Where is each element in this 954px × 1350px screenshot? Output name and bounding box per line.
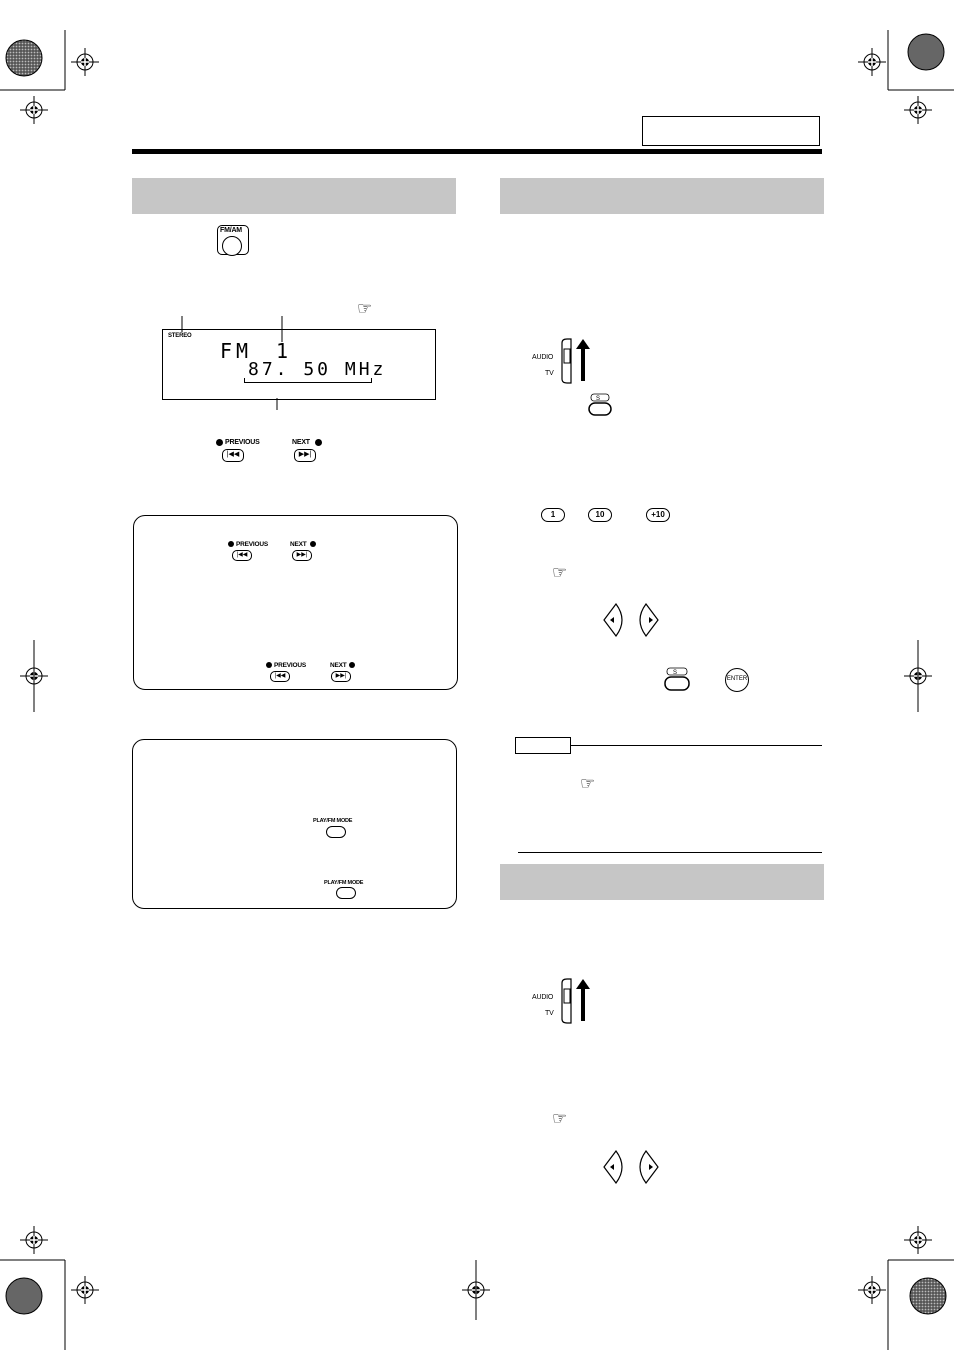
box1-previous-button-2[interactable]: |◀◀ <box>270 671 290 682</box>
cursor-left-right-buttons-2[interactable] <box>598 1149 668 1185</box>
mode-switch-icon[interactable] <box>558 337 598 387</box>
notes-rule-bottom <box>518 852 822 853</box>
band-readout: FM <box>220 339 253 363</box>
minus-icon <box>216 439 223 446</box>
tip-box-2 <box>132 739 457 909</box>
play-fm-mode-button-1[interactable] <box>326 826 346 838</box>
box1-previous-label-2: PREVIOUS <box>274 662 306 669</box>
section-bar-right-bottom <box>500 864 824 900</box>
next-label: NEXT <box>292 439 310 446</box>
fmam-button[interactable] <box>217 225 249 259</box>
enter-label: ENTER <box>726 676 748 682</box>
notes-rule-top <box>571 745 822 746</box>
box1-minus-icon-2 <box>266 662 272 668</box>
box1-minus-icon <box>228 541 234 547</box>
num-key-plus10[interactable]: +10 <box>646 508 670 522</box>
box1-plus-icon <box>310 541 316 547</box>
box1-plus-icon-2 <box>349 662 355 668</box>
reference-hand-icon: ☞ <box>357 299 373 318</box>
s-button-2[interactable] <box>664 667 692 695</box>
box1-next-button-2[interactable]: ▶▶| <box>331 671 351 682</box>
play-fm-mode-label-1: PLAY/FM MODE <box>313 818 353 824</box>
box1-next-label-2: NEXT <box>330 662 347 669</box>
fmam-label: FM/AM <box>220 227 242 234</box>
enter-button[interactable] <box>725 668 749 692</box>
mode-switch-icon-2[interactable] <box>558 977 598 1027</box>
reference-hand-icon-4: ☞ <box>552 1109 568 1128</box>
frequency-readout: 87. 50 MHz <box>248 359 387 380</box>
box1-previous-label: PREVIOUS <box>236 541 268 548</box>
box1-previous-button[interactable]: |◀◀ <box>232 550 252 561</box>
header-rule <box>132 149 822 154</box>
audio-switch-label-2: AUDIO <box>532 994 554 1001</box>
tv-switch-label-2: TV <box>545 1010 554 1017</box>
box1-next-button[interactable]: ▶▶| <box>292 550 312 561</box>
reference-hand-icon-2: ☞ <box>552 563 568 582</box>
reference-hand-icon-3: ☞ <box>580 774 596 793</box>
previous-button[interactable]: |◀◀ <box>222 449 244 462</box>
svg-text:S: S <box>596 396 601 402</box>
previous-label: PREVIOUS <box>225 439 260 446</box>
section-bar-right-top <box>500 178 824 214</box>
play-fm-mode-label-2: PLAY/FM MODE <box>324 880 364 886</box>
box1-next-label: NEXT <box>290 541 307 548</box>
plus-icon <box>315 439 322 446</box>
audio-switch-label: AUDIO <box>532 354 554 361</box>
s-button[interactable] <box>588 393 614 419</box>
next-button[interactable]: ▶▶| <box>294 449 316 462</box>
notes-tab <box>515 737 571 754</box>
stereo-indicator: STEREO <box>168 333 192 339</box>
num-key-1[interactable]: 1 <box>541 508 565 522</box>
section-bar-left <box>132 178 456 214</box>
header-tab-box <box>642 116 820 146</box>
tv-switch-label: TV <box>545 370 554 377</box>
play-fm-mode-button-2[interactable] <box>336 887 356 899</box>
svg-text:S: S <box>673 670 678 676</box>
frequency-underline <box>244 378 372 383</box>
preset-readout: 1 <box>276 339 293 363</box>
num-key-10[interactable]: 10 <box>588 508 612 522</box>
cursor-left-right-buttons[interactable] <box>598 602 668 638</box>
